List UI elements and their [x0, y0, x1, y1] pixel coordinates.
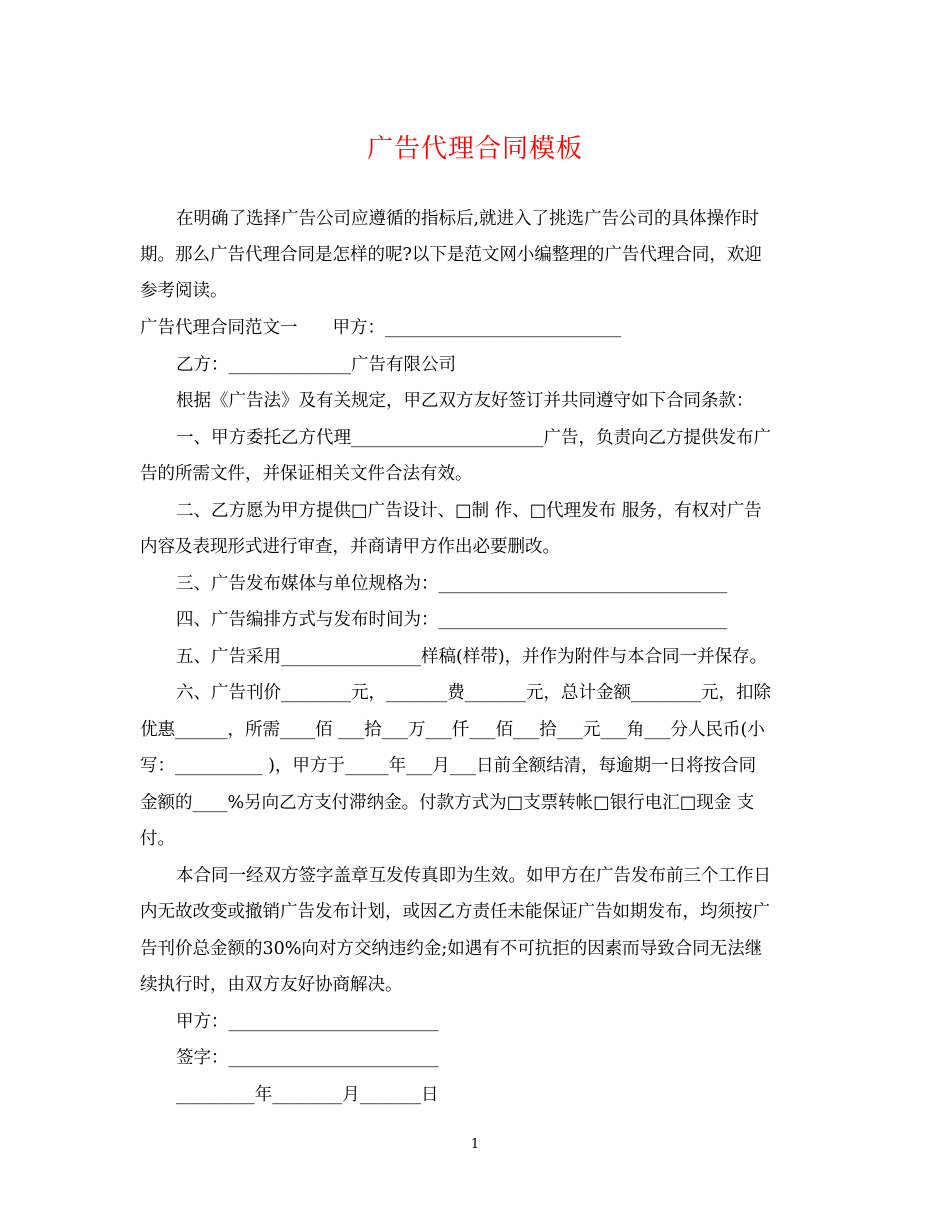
- signature-party-a: 甲方：________________________: [176, 1012, 439, 1032]
- effect-line-2: 内无故改变或撤销广告发布计划，或因乙方责任未能保证广告如期发布，均须按广: [140, 902, 770, 922]
- intro-line-2: 期。那么广告代理合同是怎样的呢?以下是范文网小编整理的广告代理合同，欢迎: [140, 245, 762, 265]
- clause-6-line-2: 优惠______，所需____佰 ___拾___万___仟___佰___拾___元___角___分人民币(小: [140, 720, 765, 740]
- signature-date: _________年________月_______日: [176, 1085, 439, 1105]
- party-b-line: 乙方：______________广告有限公司: [176, 355, 456, 375]
- clause-6-line-3: 写：__________ )，甲方于_____年___月___日前全额结清，每逾期一日将按合同: [140, 756, 757, 776]
- document-title: 广告代理合同模板: [366, 134, 583, 164]
- party-a-line: 广告代理合同范文一 甲方：___________________________: [140, 318, 622, 338]
- intro-line-3: 参考阅读。: [140, 281, 228, 301]
- clause-6-line-1: 六、广告刊价________元，_______费_______元，总计金额________元，扣除: [176, 683, 771, 703]
- clause-1-line-1: 一、甲方委托乙方代理______________________广告，负责向乙方提供发布广: [176, 428, 771, 448]
- clause-6-line-5: 付。: [140, 829, 175, 849]
- clause-3-line: 三、广告发布媒体与单位规格为：_________________________________: [176, 574, 728, 594]
- clause-1-line-2: 告的所需文件，并保证相关文件合法有效。: [140, 464, 473, 484]
- page-number: 1: [470, 1137, 480, 1152]
- clause-2-line-2: 内容及表现形式进行审查，并商请甲方作出必要删改。: [140, 537, 560, 557]
- clause-5-line: 五、广告采用________________样稿(样带)，并作为附件与本合同一并保存。: [176, 647, 768, 667]
- effect-line-1: 本合同一经双方签字盖章互发传真即为生效。如甲方在广告发布前三个工作日: [176, 866, 771, 886]
- effect-line-4: 续执行时，由双方友好协商解决。: [140, 975, 403, 995]
- preamble-line: 根据《广告法》及有关规定，甲乙双方友好签订并共同遵守如下合同条款：: [176, 391, 754, 411]
- clause-4-line: 四、广告编排方式与发布时间为：_________________________________: [176, 610, 728, 630]
- clause-6-line-4: 金额的____%另向乙方支付滞纳金。付款方式为□支票转帐□银行电汇□现金 支: [140, 793, 755, 813]
- effect-line-3: 告刊价总金额的30%向对方交纳违约金;如遇有不可抗拒的因素而导致合同无法继: [140, 939, 763, 959]
- signature-sign: 签字：________________________: [176, 1048, 439, 1068]
- clause-2-line-1: 二、乙方愿为甲方提供□广告设计、□制 作、□代理发布 服务，有权对广告: [176, 501, 762, 521]
- intro-line-1: 在明确了选择广告公司应遵循的指标后,就进入了挑选广告公司的具体操作时: [176, 209, 760, 229]
